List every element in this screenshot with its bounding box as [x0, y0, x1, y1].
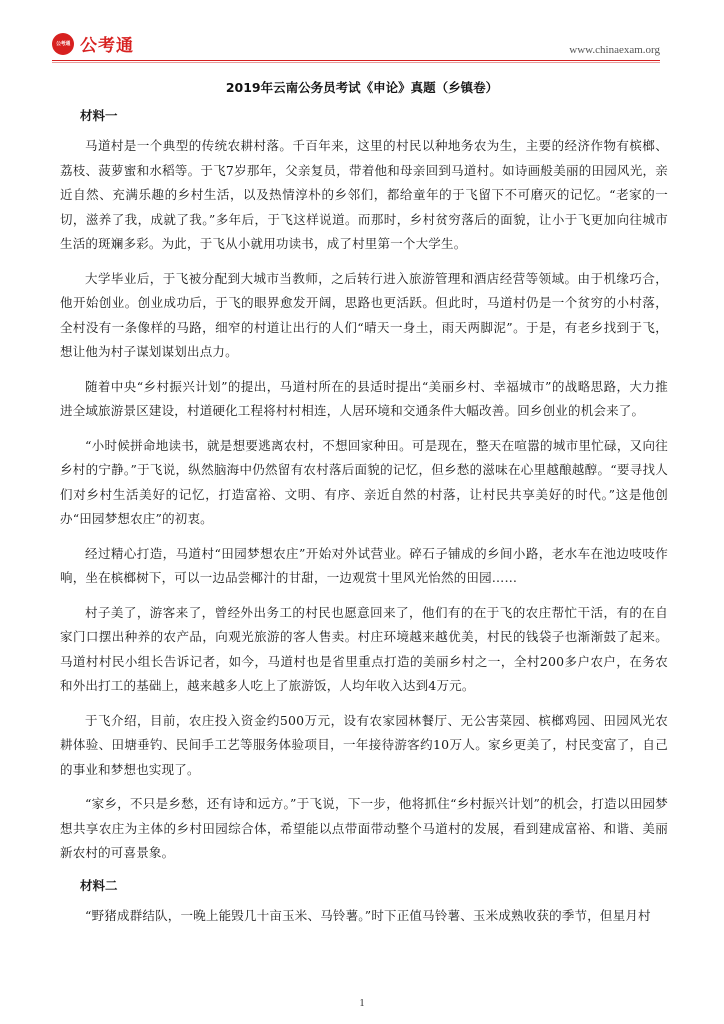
paragraph: 于飞介绍，目前，农庄投入资金约500万元，设有农家园林餐厅、无公害菜园、槟榔鸡园、田园风光农耕体验、田塘垂钓、民间手工艺等服务体验项目，一年接待游客约10万人。家乡更美了，村民变富了，自己的事业和梦想也实现了。 — [60, 712, 668, 777]
paragraph: 大学毕业后，于飞被分配到大城市当教师，之后转行进入旅游管理和酒店经营等领域。由于机缘巧合，他开始创业。创业成功后，于飞的眼界愈发开阔，思路也更活跃。但此时，马道村仍是一个贫穷的小村落，全村没有一条像样的马路，细窄的村道让出行的人们“晴天一身土，雨天两脚泥”。于是，有老乡找到于飞，想让他为村子谋划谋划出点力。 — [60, 270, 668, 359]
header-divider — [52, 60, 660, 61]
section-heading-material-1: 材料一 — [80, 108, 118, 123]
logo-badge-icon: 公考通 — [52, 33, 74, 55]
paragraph: 马道村是一个典型的传统农耕村落。千百年来，这里的村民以种地务农为生，主要的经济作物有槟榔、荔枝、菠萝蜜和水稻等。于飞7岁那年，父亲复员，带着他和母亲回到马道村。如诗画般美丽的田园风光，亲近自然、充满乐趣的乡村生活，以及热情淳朴的乡邻们，都给童年的于飞留下不可磨灭的记忆。“老家的一切，滋养了我，成就了我。”多年后，于飞这样说道。而那时，乡村贫穷落后的面貌，让小于飞更加向往城市生活的斑斓多彩。为此，于飞从小就用功读书，成了村里第一个大学生。 — [60, 138, 668, 251]
paragraph: “家乡，不只是乡愁，还有诗和远方。”于飞说，下一步，他将抓住“乡村振兴计划”的机会，打造以田园梦想共享农庄为主体的乡村田园综合体，希望能以点带面带动整个马道村的发展，看到建成富裕、和谐、美丽新农村的可喜景象。 — [60, 796, 668, 860]
page-header — [0, 0, 724, 64]
paragraph: 村子美了，游客来了，曾经外出务工的村民也愿意回来了，他们有的在于飞的农庄帮忙干活，有的在自家门口摆出种养的农产品，向观光旅游的客人售卖。村庄环境越来越优美，村民的钱袋子也渐渐鼓了起来。马道村村民小组长告诉记者，如今，马道村也是省里重点打造的美丽乡村之一，全村200多户农户，在务农和外出打工的基础上，越来越多人吃上了旅游饭，人均年收入达到4万元。 — [60, 604, 668, 693]
paragraph: “小时候拼命地读书，就是想要逃离农村，不想回家种田。可是现在，整天在喧嚣的城市里忙碌，又向往乡村的宁静。”于飞说，纵然脑海中仍然留有农村落后面貌的记忆，但乡愁的滋味在心里越酿越醇。“要寻找人们对乡村生活美好的记忆，打造富裕、文明、有序、亲近自然的村落，让村民共享美好的时代。”这是他创办“田园梦想农庄”的初衷。 — [60, 437, 668, 526]
logo[interactable] — [52, 31, 134, 56]
paragraph: “野猪成群结队，一晚上能毁几十亩玉米、马铃薯。”时下正值马铃薯、玉米成熟收获的季节，但星月村 — [85, 907, 651, 923]
logo-text: 公考通 — [80, 36, 134, 56]
page-number: 1 — [359, 998, 365, 1009]
document-title: 2019年云南公务员考试《申论》真题（乡镇卷） — [225, 80, 499, 95]
section-heading-material-2: 材料二 — [80, 877, 118, 893]
site-url-link[interactable]: www.chinaexam.org — [569, 44, 660, 56]
paragraph: 经过精心打造，马道村“田园梦想农庄”开始对外试营业。碎石子铺成的乡间小路，老水车在池边吱吱作响，坐在槟榔树下，可以一边品尝椰汁的甘甜，一边观赏十里风光怡然的田园…… — [60, 545, 668, 585]
document-body — [60, 106, 668, 938]
paragraph: 随着中央“乡村振兴计划”的提出，马道村所在的县适时提出“美丽乡村、幸福城市”的战略思路，大力推进全域旅游景区建设，村道硬化工程将村村相连，人居环境和交通条件大幅改善。回乡创业的机会来了。 — [60, 378, 668, 418]
